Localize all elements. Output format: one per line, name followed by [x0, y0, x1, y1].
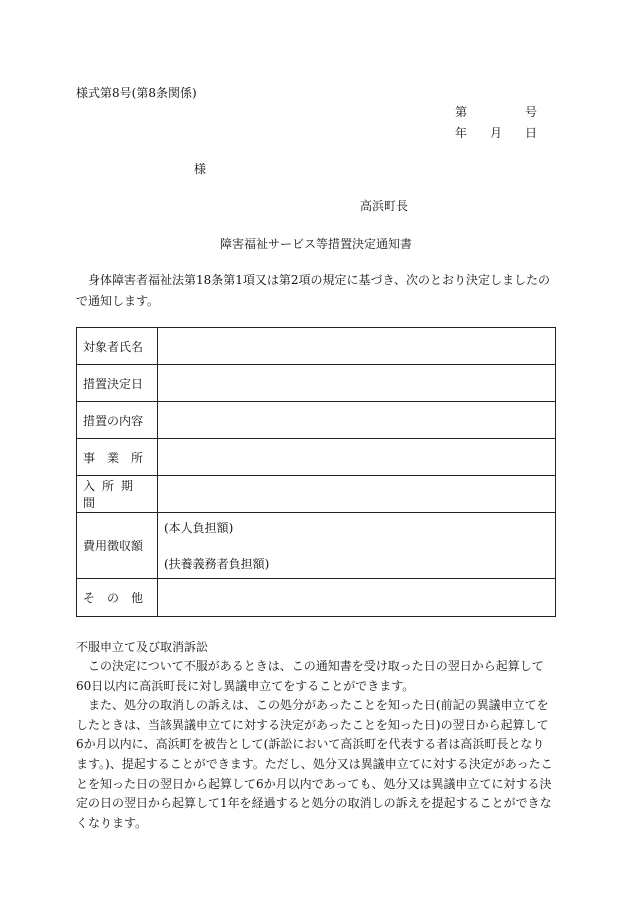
table-row	[77, 476, 556, 513]
row-label	[77, 365, 158, 402]
label-text: 対象者氏名	[83, 339, 144, 354]
fee-field	[158, 513, 556, 579]
label-text: 費用徴収額	[83, 539, 144, 553]
date-day: 日	[525, 126, 538, 140]
label-decision-date	[77, 375, 157, 392]
label-period	[77, 477, 157, 511]
number-prefix: 第	[455, 105, 468, 119]
self-burden-label: (本人負担額)	[164, 520, 234, 535]
row-label	[77, 439, 158, 476]
table-row	[77, 402, 556, 439]
other-field	[158, 579, 556, 617]
date-month: 月	[490, 126, 503, 140]
document-title: 障害福祉サービス等措置決定通知書	[220, 237, 413, 251]
label-text: 措置決定日	[83, 376, 144, 391]
table-row	[77, 579, 556, 617]
intro-text: 身体障害者福祉法第18条第1項又は第2項の規定に基づき、次のとおり決定しましたので通知します。	[76, 273, 551, 308]
label-other	[77, 589, 157, 606]
row-label	[77, 476, 158, 513]
decision-date-field	[158, 365, 556, 402]
appeal-heading: 不服申立て及び取消訴訟	[76, 640, 209, 654]
table-row	[77, 513, 556, 579]
label-text: そ の 他	[83, 591, 144, 605]
label-text: 入所期間	[83, 479, 141, 510]
label-facility	[77, 449, 157, 466]
appeal-paragraph: この決定について不服があるときは、この通知書を受け取った日の翌日から起算して60日以内に高浜町長に対し異議申立てをすることができます。	[76, 659, 544, 693]
target-name-field	[158, 328, 556, 365]
table-row	[77, 439, 556, 476]
addressee-suffix: 様	[194, 162, 207, 176]
row-label	[77, 513, 158, 579]
table-row	[77, 365, 556, 402]
label-text: 措置の内容	[83, 413, 144, 428]
row-label	[77, 402, 158, 439]
label-fee	[77, 537, 157, 554]
date-year: 年	[455, 126, 468, 140]
label-target-name	[77, 338, 157, 355]
appeal-body	[76, 657, 556, 833]
content-field	[158, 402, 556, 439]
form-number: 様式第8号(第8条関係)	[76, 86, 197, 100]
row-label	[77, 579, 158, 617]
issuer: 高浜町長	[360, 199, 409, 213]
decision-table	[76, 327, 556, 617]
period-field	[158, 476, 556, 513]
label-text: 事 業 所	[83, 450, 144, 465]
number-suffix: 号	[525, 105, 538, 119]
table-row	[77, 328, 556, 365]
fee-blank-line	[164, 537, 555, 555]
appeal-paragraph: また、処分の取消しの訴えは、この処分があったことを知った日(前記の異議申立てをしたときは、当該異議申立てに対する決定があったことを知った日)の翌日から起算して6か月以内に、高浜町を被告として(訴訟において高浜町を代表する者は高浜町長となります。)、提起することができます。ただし、処分又は異議申立てに対する決定があったことを知った日の翌日から起算して6か月以内であっても、処分又は異議申立てに対する決定の日の翌日から起算して1年を経過すると処分の取消しの訴えを提起することができなくなります。	[76, 698, 553, 830]
facility-field	[158, 439, 556, 476]
label-content	[77, 412, 157, 429]
row-label	[77, 328, 158, 365]
guardian-burden-label: (扶養義務者負担額)	[164, 556, 270, 571]
